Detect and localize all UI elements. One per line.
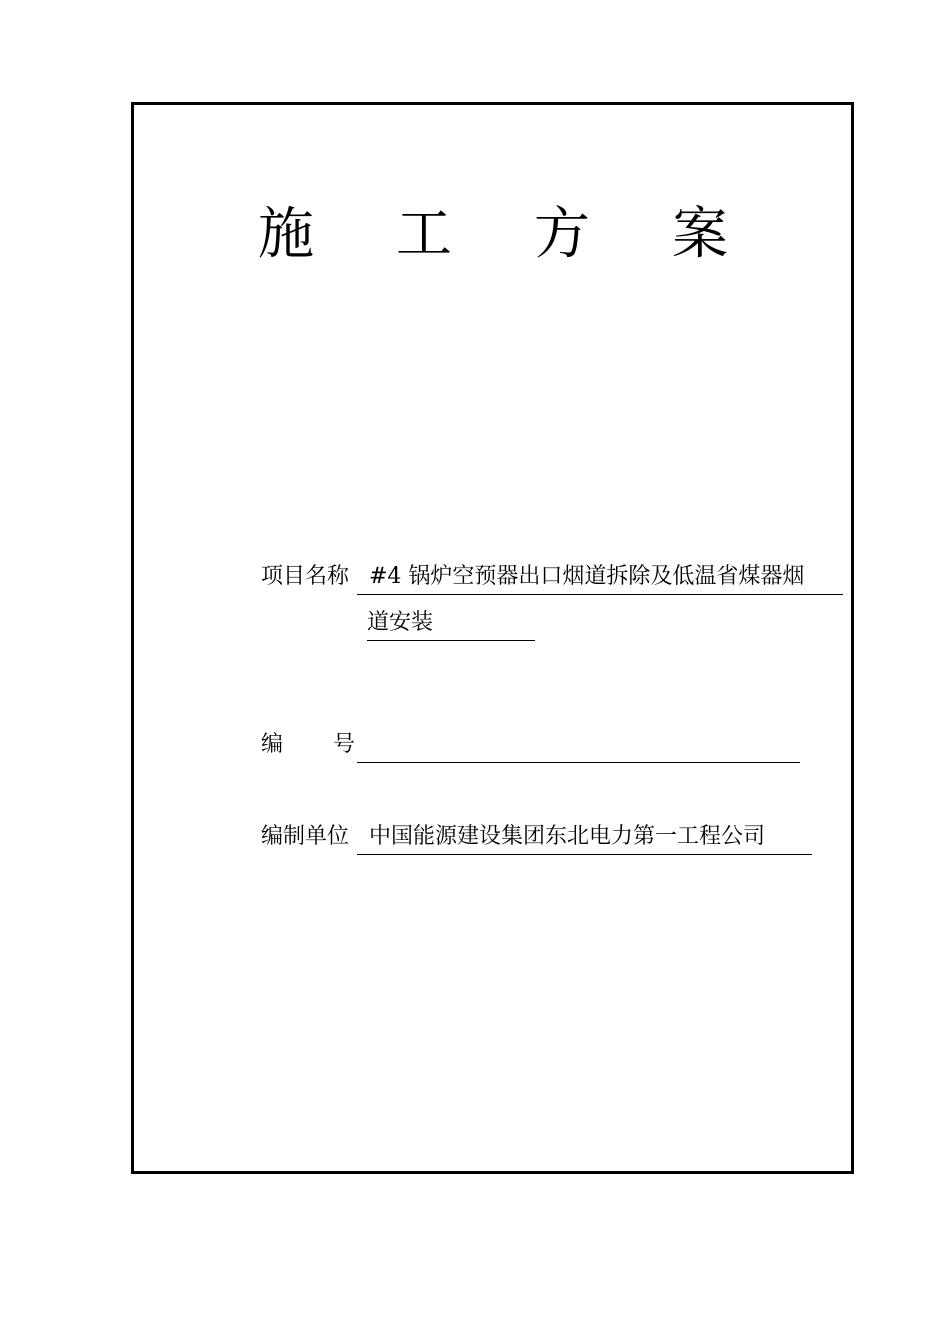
unit-value: 中国能源建设集团东北电力第一工程公司: [357, 822, 812, 855]
number-label-char: 号: [332, 732, 355, 757]
title-char: 工: [396, 202, 452, 267]
unit-label: 编制单位: [261, 824, 350, 849]
title-char: 案: [672, 202, 728, 267]
document-title: [258, 200, 728, 270]
title-char: 方: [534, 202, 590, 267]
project-name-value-line2: 道安装: [367, 608, 535, 641]
project-name-value-line1: #4 锅炉空预器出口烟道拆除及低温省煤器烟: [357, 562, 843, 595]
number-label: [261, 730, 355, 760]
title-char: 施: [258, 202, 314, 267]
number-value: [357, 730, 800, 763]
number-label-char: 编: [261, 732, 284, 757]
project-name-label: 项目名称: [261, 564, 350, 589]
